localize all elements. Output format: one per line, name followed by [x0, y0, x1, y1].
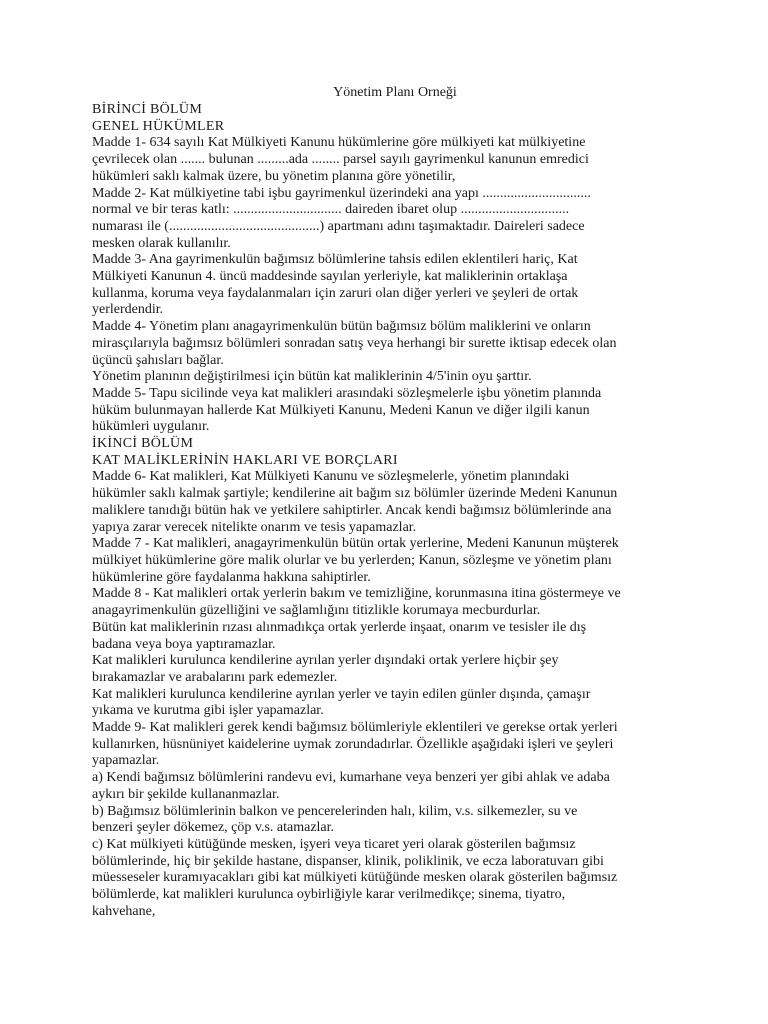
text-line: bölümlerinde, hiç bir şekilde hastane, dispanser, klinik, poliklinik, ve ecza laboratuvarı gibi [92, 853, 604, 869]
text-line: aykırı bir şekilde kullananmazlar. [92, 786, 280, 802]
text-line: Madde 8 - Kat malikleri ortak yerlerin bakım ve temizliğine, korunmasına itina göstermeye ve [92, 586, 621, 602]
text-line: kullanırken, hüsnüniyet kaidelerine uymak zorundadırlar. Özellikle aşağıdaki işleri ve şeyleri [92, 736, 614, 752]
text-line: hüküm bulunmayan hallerde Kat Mülkiyeti Kanunu, Medeni Kanun ve diğer ilgili kanun [92, 402, 590, 418]
text-line: mülkiyet hükümlerine göre malik olurlar ve bu yerlerden; Kanun, sözleşme ve yönetim planı [92, 552, 612, 568]
text-line: kullanma, koruma veya faydalanmaları için zaruri olan diğer yerleri ve şeyleri de ortak [92, 285, 579, 301]
section-heading: KAT MALİKLERİNİN HAKLARI VE BORÇLARI [92, 452, 398, 468]
section-heading: GENEL HÜKÜMLER [92, 118, 225, 134]
text-line: Madde 3- Ana gayrimenkulün bağımsız bölümlerine tahsis edilen eklentileri hariç, Kat [92, 252, 578, 268]
text-line: Yönetim planının değiştirilmesi için bütün kat maliklerinin 4/5'inin oyu şarttır. [92, 369, 532, 385]
text-line: yıkama ve kurutma gibi işler yapamazlar. [92, 703, 324, 719]
document-title: Yönetim Planı Orneği [333, 85, 457, 100]
text-line: mirasçılarıyla bağımsız bölümleri sonradan satış veya herhangi bir surette iktisap edecek olan [92, 335, 617, 351]
document-body [92, 102, 688, 920]
text-line: Madde 4- Yönetim planı anagayrimenkulün bütün bağımsız bölüm maliklerini ve onların [92, 319, 591, 335]
text-line: müesseseler kuramıyacakları gibi kat mülkiyeti kütüğünde mesken olarak gösterilen bağımsız [92, 870, 618, 886]
text-line: badana veya boya yaptıramazlar. [92, 636, 276, 652]
text-line: üçüncü şahısları bağlar. [92, 352, 224, 368]
text-line: maliklere tanıdığı bütün hak ve yetkilere sahiptirler. Ancak kendi bağımsız bölümlerinde ana [92, 502, 612, 518]
text-line: anagayrimenkulün güzelliğini ve sağlamlığını titizlikle korumaya mecburdurlar. [92, 603, 541, 619]
text-line: hükümleri saklı kalmak üzere, bu yönetim planına göre yönetilir, [92, 168, 456, 184]
text-line: bölümlerde, kat malikleri kurulunca oybirliğiyle karar verilmedikçe; sinema, tiyatro, [92, 887, 566, 903]
text-line: a) Kendi bağımsız bölümlerini randevu evi, kumarhane veya benzeri yer gibi ahlak ve adaba [92, 770, 610, 786]
text-line: hükümlerine göre faydalanma hakkına sahiptirler. [92, 569, 371, 585]
text-line: kahvehane, [92, 903, 156, 919]
text-line: Madde 9- Kat malikleri gerek kendi bağımsız bölümleriyle eklentileri ve gerekse ortak yerleri [92, 720, 618, 736]
text-line: Mülkiyeti Kanunun 4. üncü maddesinde sayılan yerleriyle, kat maliklerinin ortaklaşa [92, 269, 568, 285]
text-line: çevrilecek olan ....... bulunan .........ada ........ parsel sayılı gayrimenkul kanunun emredici [92, 152, 589, 168]
text-line: yapıya zarar verecek nitelikte onarım ve tesis yapamazlar. [92, 519, 417, 535]
text-line: benzeri şeyler dökemez, çöp v.s. atamazlar. [92, 820, 335, 836]
text-line: Madde 2- Kat mülkiyetine tabi işbu gayrimenkul üzerindeki ana yapı ............................... [92, 185, 591, 201]
text-line: Bütün kat maliklerinin rızası alınmadıkça ortak yerlerde inşaat, onarım ve tesisler ile dış [92, 619, 587, 635]
text-line: Kat malikleri kurulunca kendilerine ayrılan yerler ve tayin edilen günler dışında, çamaşır [92, 686, 591, 702]
text-line: Madde 1- 634 sayılı Kat Mülkiyeti Kanunu hükümlerine göre mülkiyeti kat mülkiyetine [92, 135, 586, 151]
text-line: hükümler saklı kalmak şartiyle; kendilerine ait bağım sız bölümler üzerinde Medeni Kanunun [92, 486, 618, 502]
text-line: yerlerdendir. [92, 302, 164, 318]
text-line: Madde 5- Tapu sicilinde veya kat malikleri arasındaki sözleşmelerle işbu yönetim planında [92, 385, 602, 401]
text-line: numarası ile (...........................................) apartmanı adını taşımaktadır. Daireleri sadece [92, 218, 585, 234]
text-line: bırakamazlar ve arabalarını park edemezler. [92, 669, 338, 685]
text-line: c) Kat mülkiyeti kütüğünde mesken, işyeri veya ticaret yeri olarak gösterilen bağımsız [92, 836, 576, 852]
text-line: b) Bağımsız bölümlerinin balkon ve pencerelerinden halı, kilim, v.s. silkemezler, su ve [92, 803, 578, 819]
section-heading: BİRİNCİ BÖLÜM [92, 102, 203, 117]
text-line: normal ve bir teras katlı: ............................... daireden ibaret olup ............................... [92, 202, 570, 218]
text-line: Madde 6- Kat malikleri, Kat Mülkiyeti Kanunu ve sözleşmelerle, yönetim planındaki [92, 469, 570, 485]
section-heading: İKİNCİ BÖLÜM [92, 436, 194, 452]
text-line: Kat malikleri kurulunca kendilerine ayrılan yerler dışındaki ortak yerlere hiçbir şey [92, 653, 559, 669]
text-line: Madde 7 - Kat malikleri, anagayrimenkulün bütün ortak yerlerine, Medeni Kanunun müşterek [92, 536, 619, 552]
text-line: mesken olarak kullanılır. [92, 235, 231, 251]
text-line: yapamazlar. [92, 753, 160, 769]
text-line: hükümleri uygulanır. [92, 419, 210, 435]
